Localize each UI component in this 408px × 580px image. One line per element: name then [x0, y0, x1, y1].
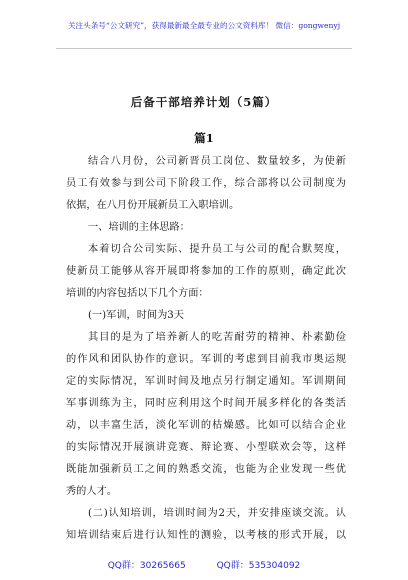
- text-line: 一、培训的主体思路：: [88, 222, 190, 233]
- document-title: 后备干部培养计划（5篇）: [130, 95, 278, 109]
- footer: [0, 558, 408, 572]
- text-line: 使新员工能够从容开展即将参加的工作的原则，确定此次: [66, 266, 346, 277]
- body-text: [66, 151, 346, 547]
- text-line: 培训的内容包括以下几个方面：: [66, 288, 209, 299]
- header-note: 关注头条号“公文研究”，获得最新最全最专业的公文资料库！ 微信：gongwenyj: [67, 21, 341, 30]
- text-line: 秀的人才。: [66, 486, 117, 497]
- text-line: 员工有效参与到公司下阶段工作，综合部将以公司制度为: [66, 178, 346, 189]
- text-line: (二)认知培训，培训时间为2天，并安排座谈交流。认: [88, 508, 346, 519]
- text-line: 本着切合公司实际、提升员工与公司的配合默契度，: [88, 244, 346, 255]
- footer-qq-group-1: QQ群：30265665: [107, 561, 186, 571]
- text-line: 军事训练为主，同时应利用这个时间开展多样化的各类活: [66, 398, 346, 409]
- text-line: (一)军训，时间为3天: [88, 310, 184, 321]
- text-line: 其目的是为了培养新人的吃苦耐劳的精神、朴素勤俭: [88, 332, 346, 343]
- text-line: 的作风和团队协作的意识。军训的考虑到目前我市奥运规: [66, 354, 346, 365]
- text-line: 定的实际情况，军训时间及地点另行制定通知。军训期间: [66, 376, 346, 387]
- text-line: 既能加强新员工之间的熟悉交流，也能为企业发现一些优: [66, 464, 346, 475]
- text-line: 动，以丰富生活，淡化军训的枯燥感。比如可以结合企业: [66, 420, 346, 431]
- section-heading: 篇1: [194, 131, 214, 145]
- footer-qq-group-2: QQ群：535304092: [216, 561, 301, 571]
- text-line: 知培训结束后进行认知性的测验，以考核的形式开展，以: [66, 530, 346, 541]
- text-line: 的实际情况开展演讲竞赛、辩论赛、小型联欢会等，这样: [66, 442, 346, 453]
- text-line: 结合八月份，公司新晋员工岗位、数量较多，为使新: [88, 156, 346, 167]
- header-divider: [56, 48, 352, 49]
- text-line: 依据，在八月份开展新员工入职培训。: [66, 200, 240, 211]
